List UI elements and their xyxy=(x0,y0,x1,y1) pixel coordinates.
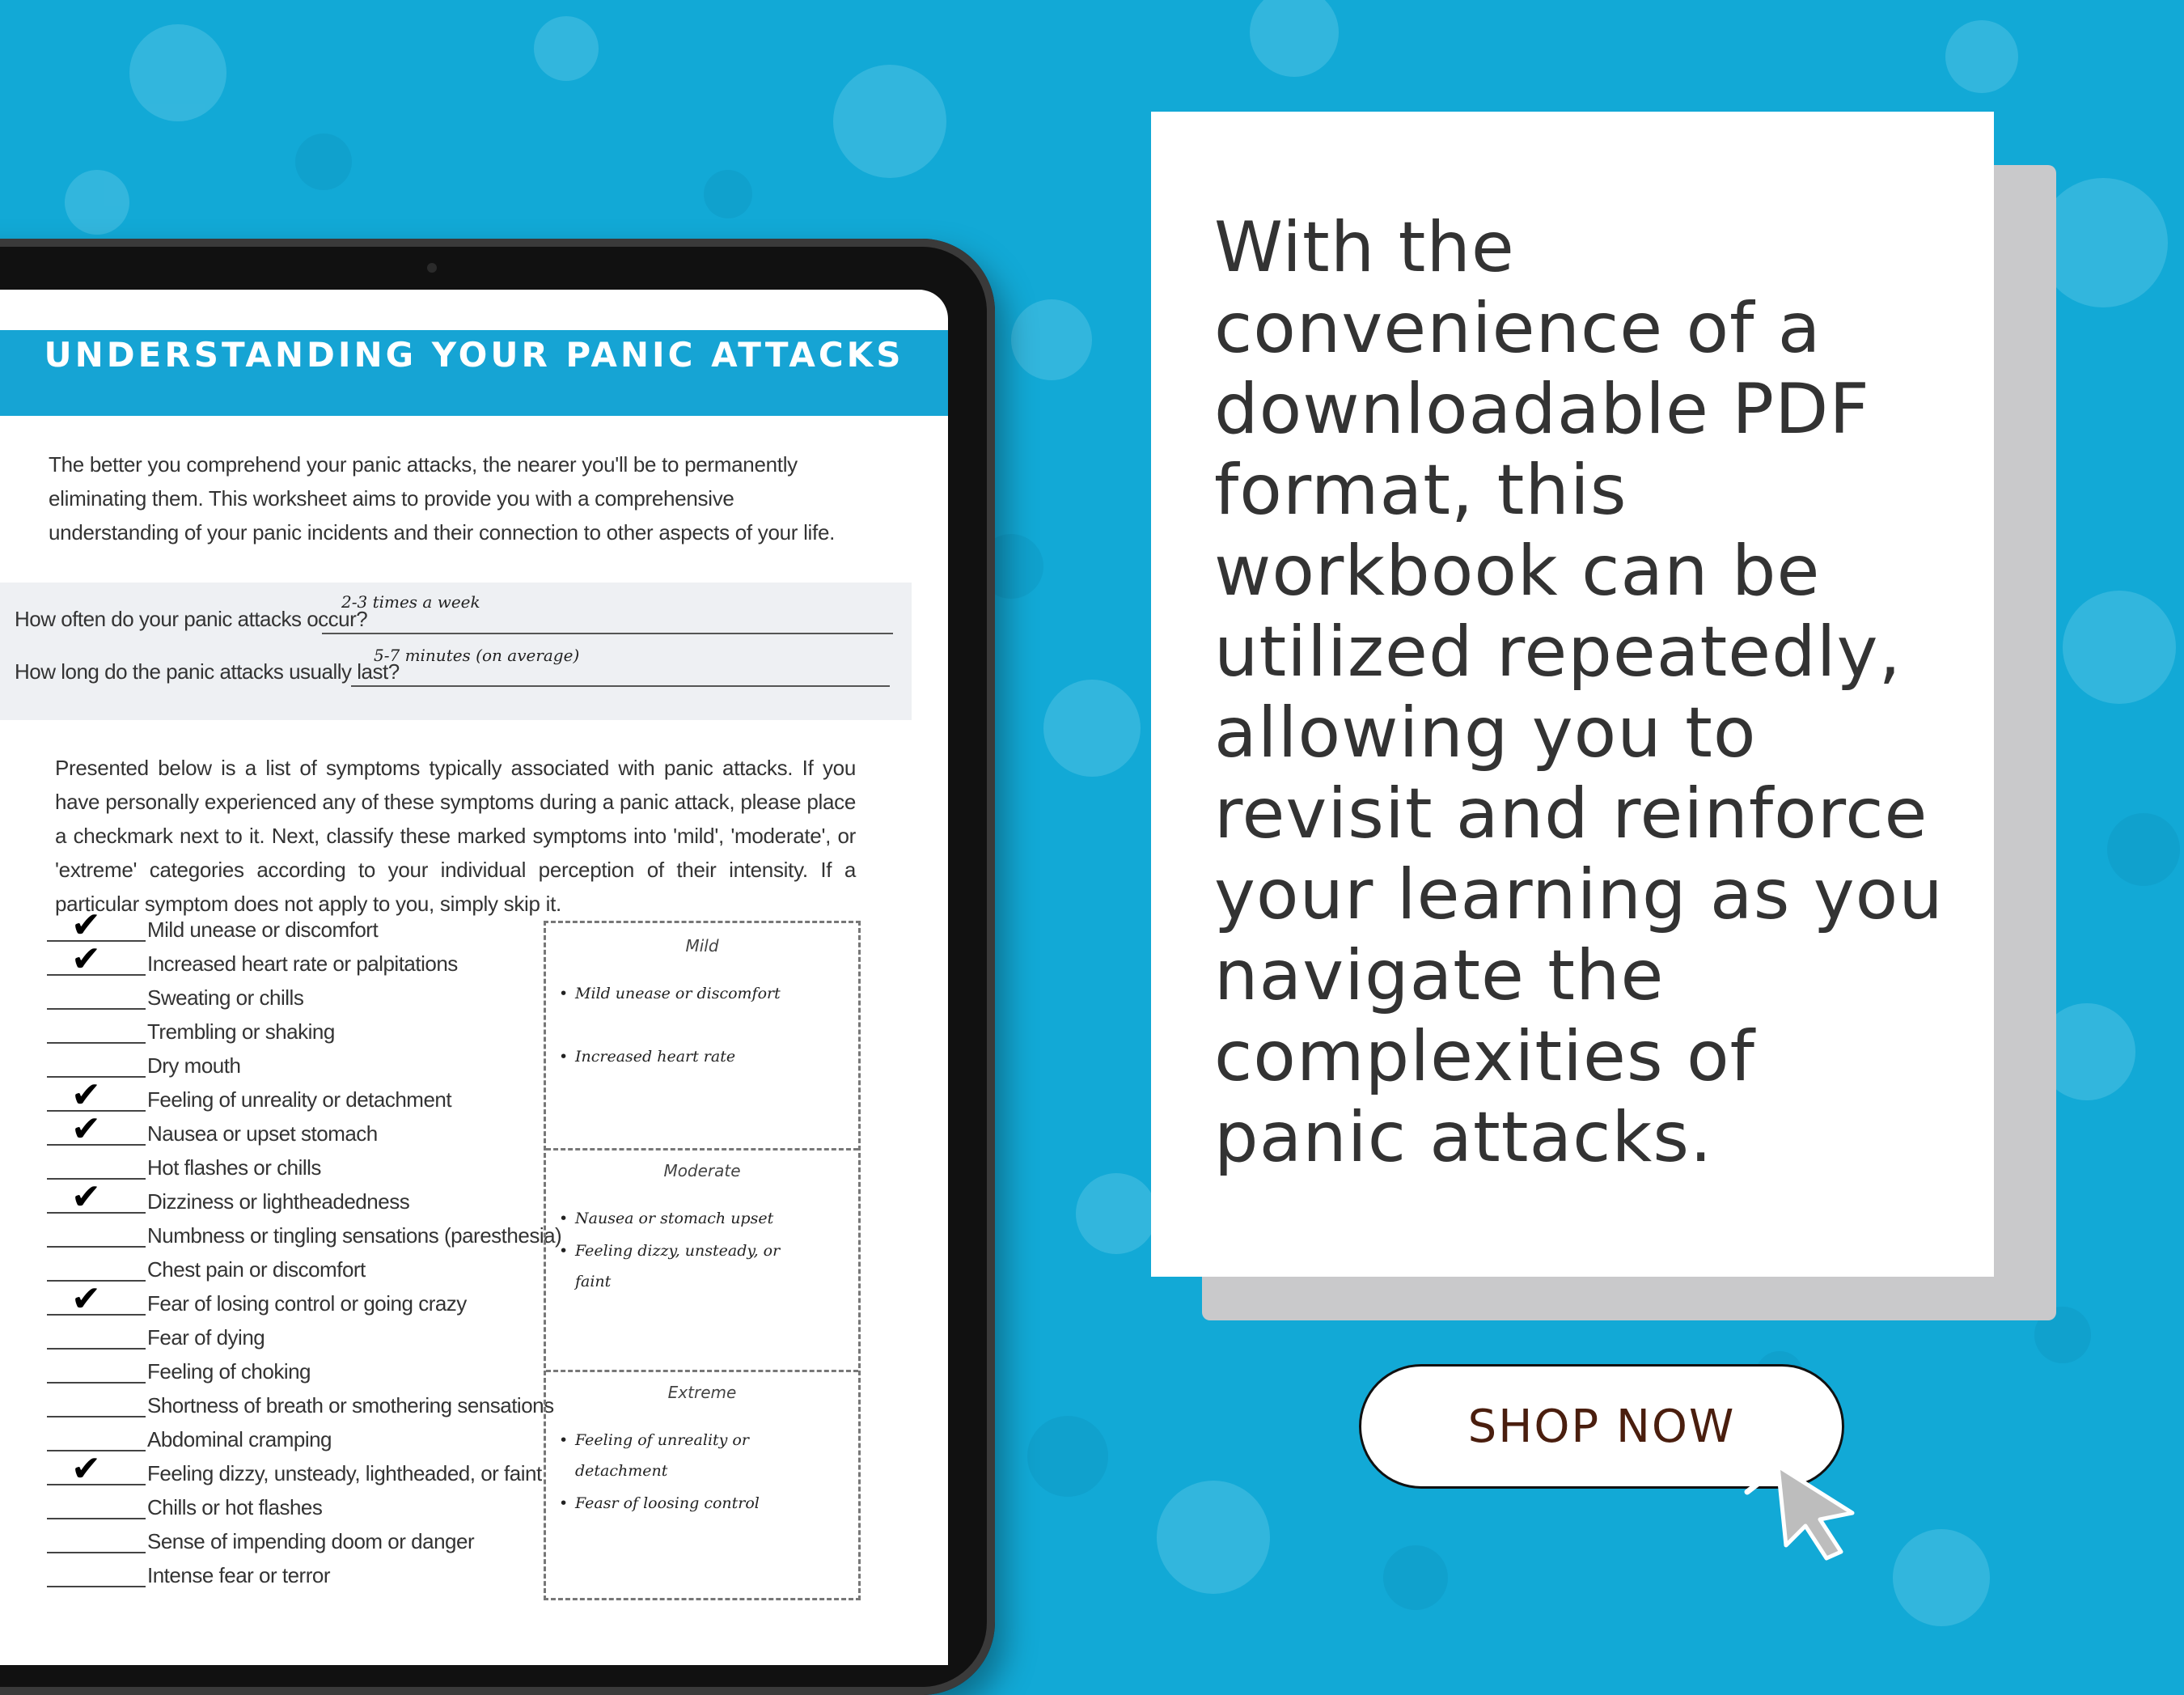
symptom-label: Dry mouth xyxy=(147,1053,241,1078)
symptom-row[interactable] xyxy=(47,981,532,1015)
symptom-label: Sense of impending doom or danger xyxy=(147,1529,475,1553)
symptom-label: Numbness or tingling sensations (paresthesia) xyxy=(147,1223,562,1248)
checkmark-blank[interactable] xyxy=(47,1246,146,1248)
info-card xyxy=(1151,112,1994,1277)
answer-line xyxy=(322,633,893,634)
symptom-label: Nausea or upset stomach xyxy=(147,1121,378,1146)
symptom-label: Shortness of breath or smothering sensations xyxy=(147,1393,554,1417)
checkmark-blank[interactable] xyxy=(47,1042,146,1044)
symptom-label: Chills or hot flashes xyxy=(147,1495,323,1519)
symptom-label: Fear of losing control or going crazy xyxy=(147,1291,467,1316)
symptom-label: Feeling dizzy, unsteady, lightheaded, or faint xyxy=(147,1461,542,1485)
category-item: • Increased heart rate xyxy=(575,1041,818,1072)
symptom-label: Feeling of unreality or detachment xyxy=(147,1087,452,1112)
category-item: • Feasr of loosing control xyxy=(575,1488,818,1519)
worksheet-page xyxy=(0,290,948,1665)
symptom-label: Hot flashes or chills xyxy=(147,1155,321,1180)
symptom-label: Trembling or shaking xyxy=(147,1019,335,1044)
answer-frequency[interactable]: 2-3 times a week xyxy=(341,592,480,612)
worksheet-instructions: Presented below is a list of symptoms typically associated with panic attacks. If you have personally experienced any of these symptoms during a panic attack, please place a checkmark next to it. Next, classify these marked symptoms into 'mild', 'moderate', or 'extreme' categories according to your individual perception of their intensity. If a particular symptom does not apply to you, simply skip it. xyxy=(55,756,856,916)
card-text: With the convenience of a downloadable PDF format, this workbook can be utilized repeatedly, allowing you to revisit and reinforce your learning as you navigate the complexities of panic attacks. xyxy=(1214,207,1944,1178)
checkmark-icon: ✔ xyxy=(71,1074,101,1116)
category-item: • Mild unease or discomfort xyxy=(575,978,818,1009)
checkmark-icon: ✔ xyxy=(71,905,101,946)
symptom-row[interactable] xyxy=(47,1049,532,1083)
symptom-row[interactable] xyxy=(47,1388,554,1422)
symptom-row[interactable] xyxy=(47,1108,532,1150)
symptom-row[interactable] xyxy=(47,1354,532,1388)
checkmark-icon: ✔ xyxy=(71,939,101,980)
checkmark-blank[interactable] xyxy=(47,1518,146,1519)
checkmark-icon: ✔ xyxy=(71,1176,101,1218)
symptom-row[interactable] xyxy=(47,1422,532,1456)
category-title-moderate: Moderate xyxy=(663,1161,741,1180)
checkmark-blank[interactable] xyxy=(47,1416,146,1417)
symptom-row[interactable] xyxy=(47,1074,532,1117)
category-item: • Feeling dizzy, unsteady, or faint xyxy=(575,1235,818,1297)
category-item: • Nausea or stomach upset xyxy=(575,1203,818,1234)
symptom-row[interactable] xyxy=(47,1218,562,1252)
checkmark-icon: ✔ xyxy=(71,1448,101,1489)
symptom-label: Fear of dying xyxy=(147,1325,265,1350)
answer-duration[interactable]: 5-7 minutes (on average) xyxy=(374,646,580,665)
category-item: • Feeling of unreality or detachment xyxy=(575,1425,818,1486)
checkmark-blank[interactable] xyxy=(47,1586,146,1587)
category-title-mild: Mild xyxy=(685,936,719,956)
symptom-list xyxy=(47,905,562,1592)
checkmark-icon: ✔ xyxy=(71,1278,101,1320)
symptom-row[interactable] xyxy=(47,1320,532,1354)
question-frequency: How often do your panic attacks occur? xyxy=(15,607,368,631)
question-duration: How long do the panic attacks usually last? xyxy=(15,659,400,684)
worksheet-title: UNDERSTANDING YOUR PANIC ATTACKS xyxy=(0,330,948,416)
checkmark-blank[interactable] xyxy=(47,1382,146,1384)
symptom-row[interactable] xyxy=(47,1524,532,1558)
symptom-row[interactable] xyxy=(47,939,532,981)
worksheet-intro: The better you comprehend your panic attacks, the nearer you'll be to permanently eliminating them. This worksheet aims to provide you with a comprehensive understanding of your panic incidents and their connection to other aspects of your life. xyxy=(49,452,836,545)
symptom-label: Mild unease or discomfort xyxy=(147,917,379,942)
symptom-row[interactable] xyxy=(47,1015,532,1049)
checkmark-blank[interactable] xyxy=(47,1552,146,1553)
checkmark-blank[interactable] xyxy=(47,1008,146,1010)
symptom-row[interactable] xyxy=(47,1150,532,1184)
checkmark-blank[interactable] xyxy=(47,1348,146,1350)
symptom-label: Feeling of choking xyxy=(147,1359,311,1384)
symptom-label: Sweating or chills xyxy=(147,985,304,1010)
category-title-extreme: Extreme xyxy=(667,1383,737,1402)
category-box xyxy=(544,921,861,1600)
category-divider xyxy=(546,1370,858,1372)
symptom-row[interactable] xyxy=(47,1278,532,1320)
camera-dot xyxy=(427,263,437,273)
checkmark-icon: ✔ xyxy=(71,1108,101,1150)
symptom-row[interactable] xyxy=(47,905,532,947)
symptom-label: Abdominal cramping xyxy=(147,1427,332,1451)
symptom-row[interactable] xyxy=(47,1176,532,1218)
category-divider xyxy=(546,1148,858,1150)
symptom-row[interactable] xyxy=(47,1558,532,1592)
symptom-label: Increased heart rate or palpitations xyxy=(147,951,458,976)
symptom-label: Intense fear or terror xyxy=(147,1563,330,1587)
shop-now-label: SHOP NOW xyxy=(1467,1400,1736,1453)
cursor-click-icon xyxy=(1731,1424,1885,1562)
symptom-row[interactable] xyxy=(47,1252,532,1286)
symptom-row[interactable] xyxy=(47,1448,542,1490)
answer-line xyxy=(351,685,890,687)
symptom-row[interactable] xyxy=(47,1490,532,1524)
symptom-label: Chest pain or discomfort xyxy=(147,1257,366,1282)
question-box xyxy=(0,583,912,720)
symptom-label: Dizziness or lightheadedness xyxy=(147,1189,410,1214)
